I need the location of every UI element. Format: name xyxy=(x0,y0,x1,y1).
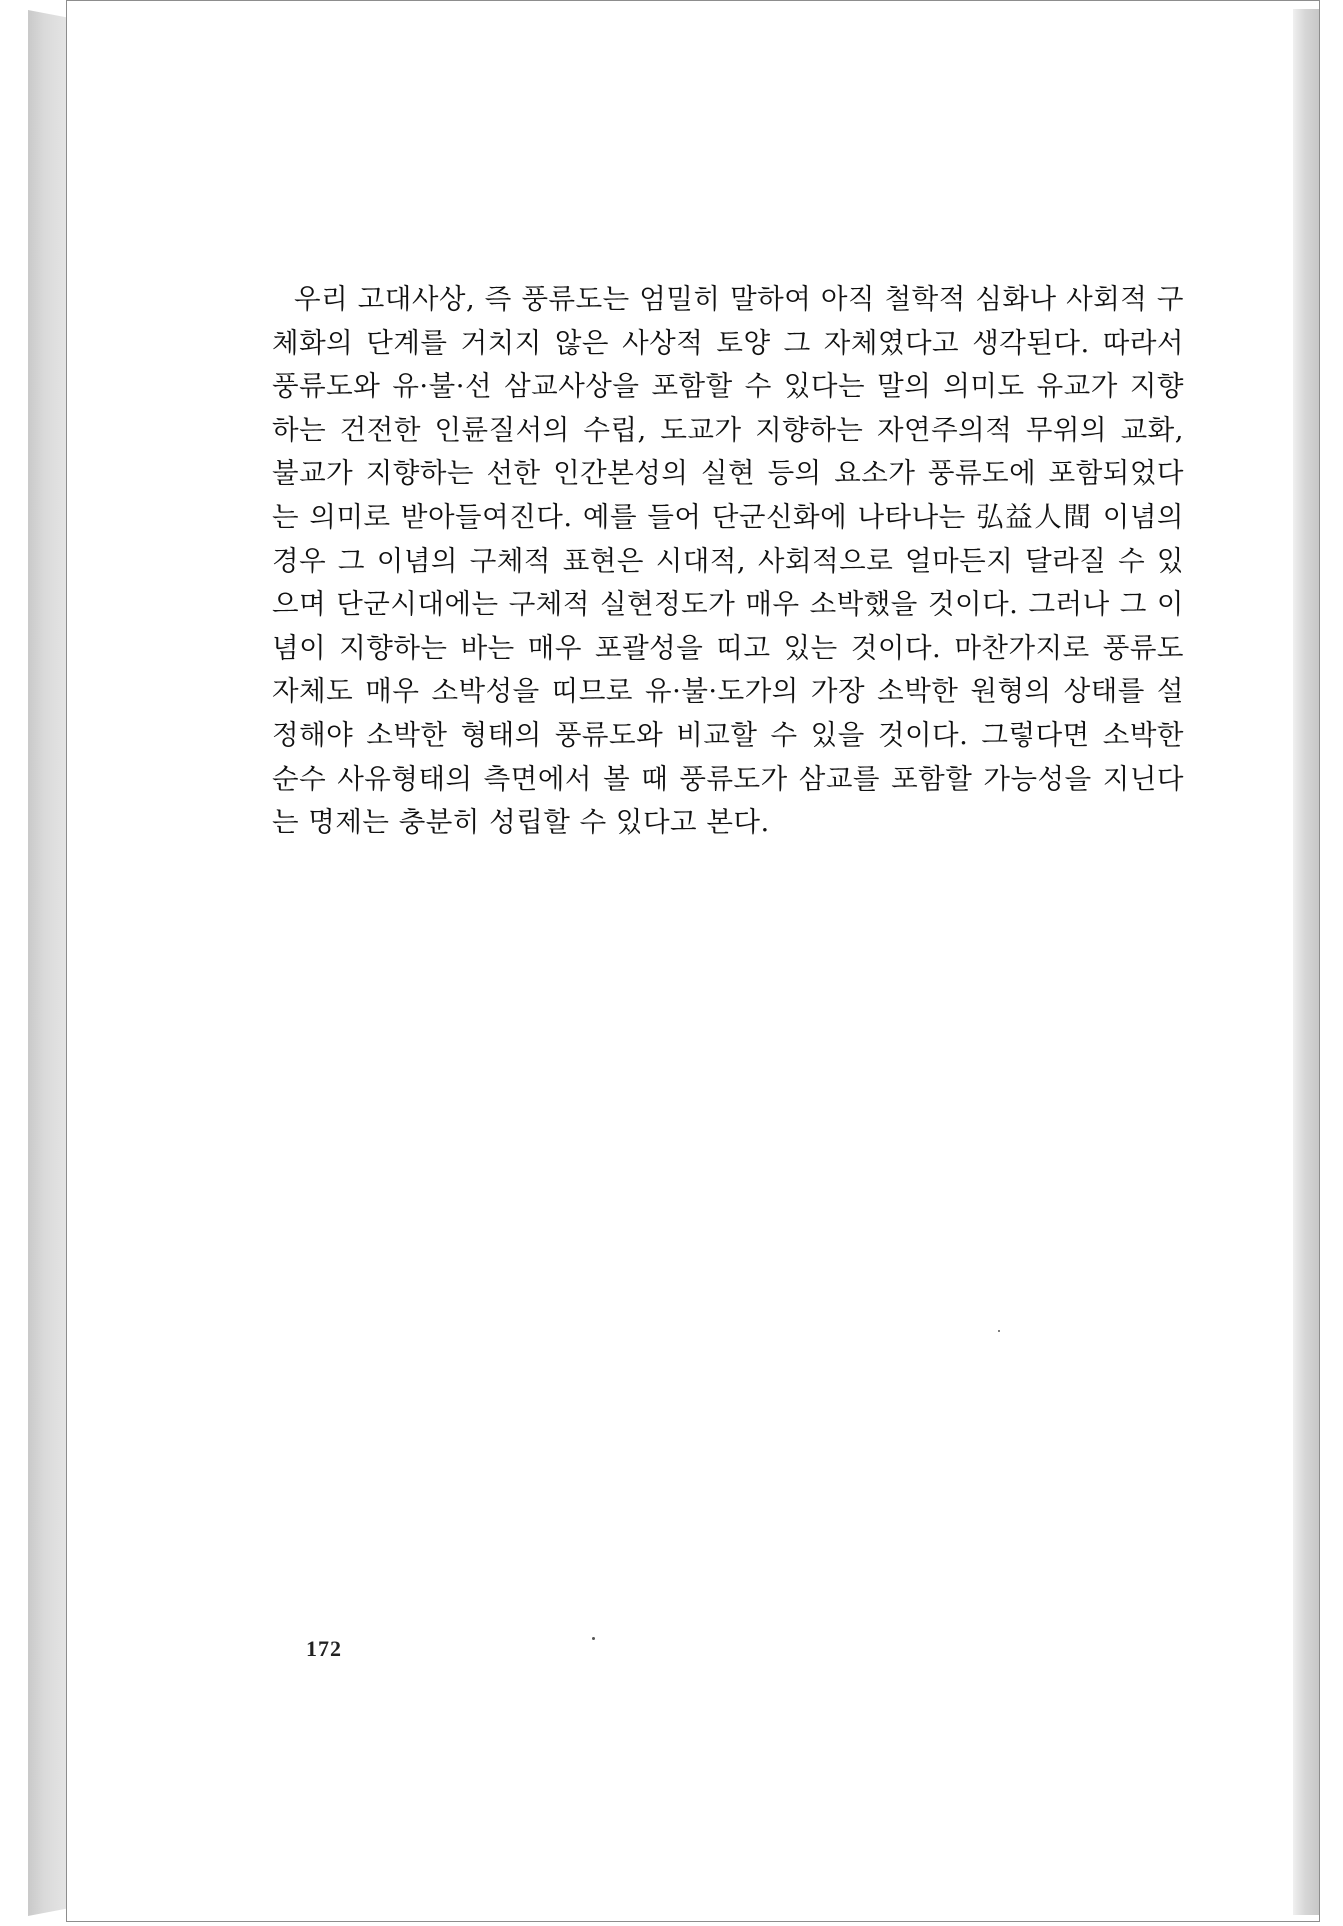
page-number: 172 xyxy=(306,1636,342,1661)
scan-speck xyxy=(998,1330,1000,1332)
book-spine xyxy=(28,10,70,1916)
page-edge xyxy=(1293,9,1319,1915)
body-paragraph: 우리 고대사상, 즉 풍류도는 엄밀히 말하여 아직 철학적 심화나 사회적 구체화의 단계를 거치지 않은 사상적 토양 그 자체였다고 생각된다. 따라서 풍류도와 유·불·선 삼교사상을 포함할 수 있다는 말의 의미도 유교가 지향하는 건전한 인륜질서의 수립, 도교가 지향하는 자연주의적 무위의 교화, 불교가 지향하는 선한 인간본성의 실현 등의 요소가 풍류도에 포함되었다는 의미로 받아들여진다. 예를 들어 단군신화에 나타나는 弘益人間 이념의 경우 그 이념의 구체적 표현은 시대적, 사회적으로 얼마든지 달라질 수 있으며 단군시대에는 구체적 실현정도가 매우 소박했을 것이다. 그러나 그 이념이 지향하는 바는 매우 포괄성을 띠고 있는 것이다. 마찬가지로 풍류도 자체도 매우 소박성을 띠므로 유·불·도가의 가장 소박한 원형의 상태를 설정해야 소박한 형태의 풍류도와 비교할 수 있을 것이다. 그렇다면 소박한 순수 사유형태의 측면에서 볼 때 풍류도가 삼교를 포함할 가능성을 지닌다는 명제는 충분히 성립할 수 있다고 본다. xyxy=(272,283,1184,839)
scan-speck xyxy=(592,1637,595,1640)
